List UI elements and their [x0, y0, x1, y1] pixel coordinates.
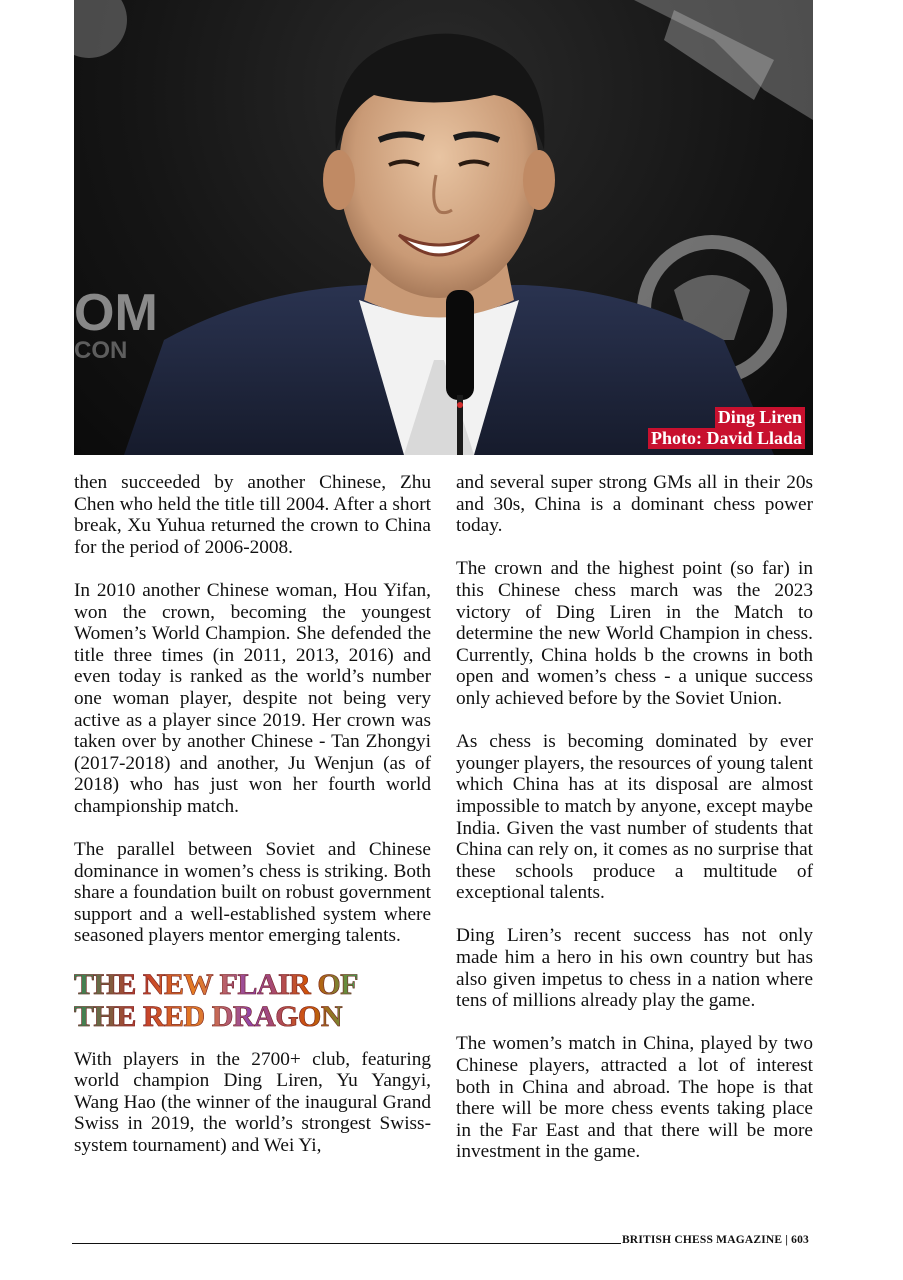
left-paragraph-3: The parallel between Soviet and Chinese dominance in women’s chess is striking. Both share a foundation built on robust government support and a well-established system where seasoned players mentor emerging talents.	[74, 839, 431, 947]
bg-logo-top-left	[74, 0, 127, 58]
photo-illustration	[74, 0, 813, 455]
left-paragraph-4: With players in the 2700+ club, featuring world champion Ding Liren, Yu Yangyi, Wang Hao (the winner of the inaugural Grand Swiss in 2019, the world’s strongest Swiss-system tournament) and Wei Yi,	[74, 1048, 431, 1157]
left-paragraph-1: then succeeded by another Chinese, Zhu Chen who held the title till 2004. After a short break, Xu Yuhua returned the crown to China for the period of 2006-2008.	[74, 472, 431, 558]
right-paragraph-1: and several super strong GMs all in their 20s and 30s, China is a dominant chess power today.	[456, 472, 813, 537]
caption-name: Ding Liren	[715, 407, 805, 428]
heading-line-2: THE RED DRAGON	[74, 999, 343, 1033]
footer-page-label: BRITISH CHESS MAGAZINE | 603	[621, 1234, 809, 1246]
bg-text-con: CON	[74, 337, 128, 364]
ding-liren-photo	[74, 0, 813, 455]
left-column	[74, 472, 431, 1157]
caption-credit: Photo: David Llada	[648, 428, 805, 449]
right-paragraph-2: The crown and the highest point (so far) in this Chinese chess march was the 2023 victory of Ding Liren in the Match to determine the new World Champion in chess. Currently, China holds b the crowns in both open and women’s chess - a unique success only achieved before by the Soviet Union.	[456, 558, 813, 709]
right-column	[456, 472, 813, 1163]
right-paragraph-4: Ding Liren’s recent success has not only made him a hero in his own country but has also given impetus to chess in a nation where tens of millions already play the game.	[456, 925, 813, 1012]
microphone	[446, 290, 474, 400]
footer-rule	[72, 1243, 621, 1244]
right-paragraph-3: As chess is becoming dominated by ever younger players, the resources of young talent which China has at its disposal are almost impossible to match by anyone, except maybe India. Given the vast number of students that China can rely on, it comes as no surprise that these schools produce a multitude of exceptional talents.	[456, 731, 813, 904]
right-paragraph-5: The women’s match in China, played by two Chinese players, attracted a lot of interest both in China and abroad. The hope is that there will be more chess events taking place in the Far East and that there will be more investment in the game.	[456, 1033, 813, 1163]
left-paragraph-2: In 2010 another Chinese woman, Hou Yifan, won the crown, becoming the youngest Women’s World Champion. She defended the title three times (in 2011, 2013, 2016) and even today is ranked as the world’s number one woman player, despite not being very active as a player since 2019. Her crown was taken over by another Chinese - Tan Zhongyi (2017-2018) and another, Ju Wenjun (as of 2018) who has just won her fourth world championship match.	[74, 579, 431, 817]
heading-line-1: THE NEW FLAIR OF	[74, 967, 358, 1001]
section-heading	[74, 969, 431, 1033]
photo-caption	[648, 407, 805, 449]
bg-text-om: OM	[74, 284, 158, 342]
